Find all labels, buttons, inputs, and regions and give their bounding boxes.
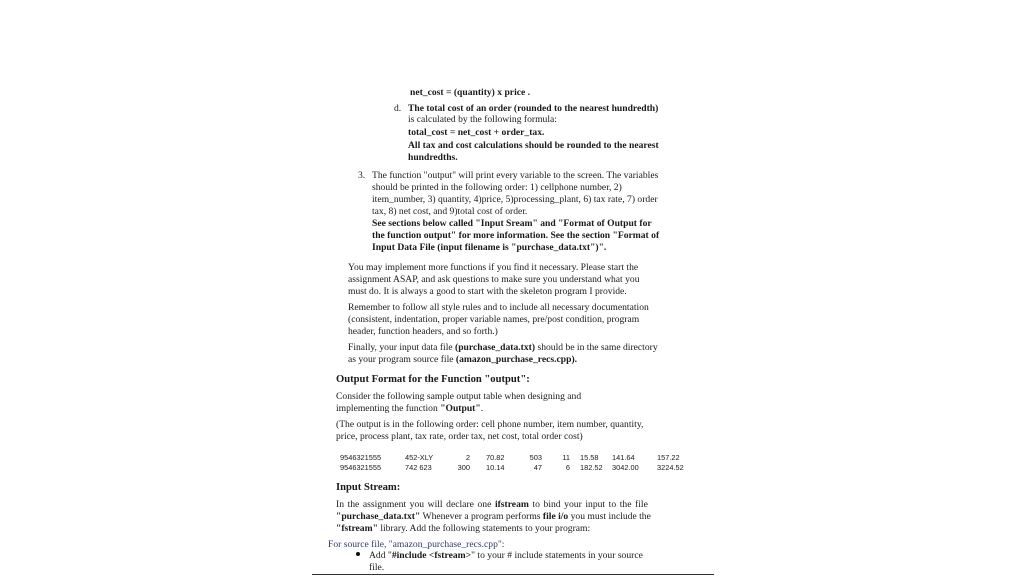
item-3-line-7: Input Data File (input filename is "purchase_data.txt")".	[372, 242, 607, 253]
input-stream-heading: Input Stream:	[336, 482, 401, 493]
table-cell: 300	[457, 463, 470, 472]
source-file-note: For source file, "amazon_purchase_recs.cpp":	[328, 539, 505, 550]
bullet-icon	[356, 552, 360, 556]
para-1-line-3: must do. It is always a good to start with the skeleton program I provide.	[348, 286, 627, 297]
item-3-line-5: See sections below called "Input Sream" and "Format of Output for	[372, 218, 652, 229]
item-3-label: 3.	[358, 170, 366, 181]
output-line-4: price, process plant, tax rate, order tax, net cost, total order cost)	[336, 431, 583, 442]
table-cell: 11	[562, 453, 570, 462]
para-2-line-1: Remember to follow all style rules and to include all necessary documentation	[348, 302, 649, 313]
item-d-label: d.	[394, 103, 402, 114]
item-d-line-1: The total cost of an order (rounded to the nearest hundredth)	[408, 103, 659, 114]
para-2-line-2: (consistent, indentation, proper variable names, pre/post condition, program	[348, 314, 640, 325]
table-cell: 2	[465, 453, 470, 462]
table-cell: 47	[533, 463, 542, 472]
para-2-line-3: header, function headers, and so forth.)	[348, 326, 498, 337]
table-cell: 452-XLY	[405, 453, 434, 462]
output-line-3: (The output is in the following order: cell phone number, item number, quantity,	[336, 419, 644, 430]
input-line-2: "purchase_data.txt" Whenever a program performs file i/o you must include the	[336, 511, 651, 522]
para-3-line-1: Finally, your input data file (purchase_data.txt) should be in the same directory	[348, 342, 658, 353]
item-d-line-3: total_cost = net_cost + order_tax.	[408, 127, 545, 138]
bullet-line-1: Add "#include <fstream>" to your # include statements in your source	[369, 550, 643, 561]
table-cell: 6	[565, 463, 570, 472]
item-3-line-3: item_number, 3) quantity, 4)price, 5)processing_plant, 6) tax rate, 7) order	[372, 194, 658, 205]
item-3-line-6: the function output" for more information. See the section "Format of	[372, 230, 660, 241]
item-3-line-1: The function "output" will print every variable to the screen. The variables	[372, 170, 659, 181]
output-format-heading: Output Format for the Function "output":	[336, 374, 530, 385]
page-bottom-rule	[312, 574, 714, 575]
item-3-line-2: should be printed in the following order: 1) cellphone number, 2)	[372, 182, 622, 193]
table-cell: 10.14	[486, 463, 505, 472]
input-line-1: In the assignment you will declare one ifstream to bind your input to the file	[336, 499, 648, 510]
table-cell: 503	[529, 453, 542, 462]
table-cell: 9546321555	[340, 463, 382, 472]
table-cell: 3224.52	[657, 463, 684, 472]
item-d-line-2: is calculated by the following formula:	[408, 114, 557, 125]
input-line-3: "fstream" library. Add the following statements to your program:	[336, 523, 591, 534]
table-cell: 742 623	[405, 463, 432, 472]
table-cell: 70.82	[486, 453, 505, 462]
table-cell: 157.22	[657, 453, 680, 462]
item-3-line-4: tax, 8) net cost, and 9)total cost of order.	[372, 206, 528, 217]
item-d-line-4: All tax and cost calculations should be rounded to the nearest	[408, 140, 659, 151]
table-cell: 3042.00	[612, 463, 639, 472]
para-1-line-2: assignment ASAP, and ask questions to make sure you understand what you	[348, 274, 640, 285]
output-line-1: Consider the following sample output table when designing and	[336, 391, 582, 402]
item-d-line-5: hundredths.	[408, 152, 458, 163]
table-cell: 9546321555	[340, 453, 382, 462]
para-3-line-2: as your program source file (amazon_purchase_recs.cpp).	[348, 354, 578, 365]
table-cell: 182.52	[580, 463, 603, 472]
para-1-line-1: You may implement more functions if you find it necessary. Please start the	[348, 262, 639, 273]
output-line-2: implementing the function "Output".	[336, 403, 484, 414]
table-cell: 141.64	[612, 453, 635, 462]
bullet-line-2: file.	[369, 562, 385, 573]
net-cost-formula: net_cost = (quantity) x price .	[410, 87, 531, 98]
table-cell: 15.58	[580, 453, 599, 462]
